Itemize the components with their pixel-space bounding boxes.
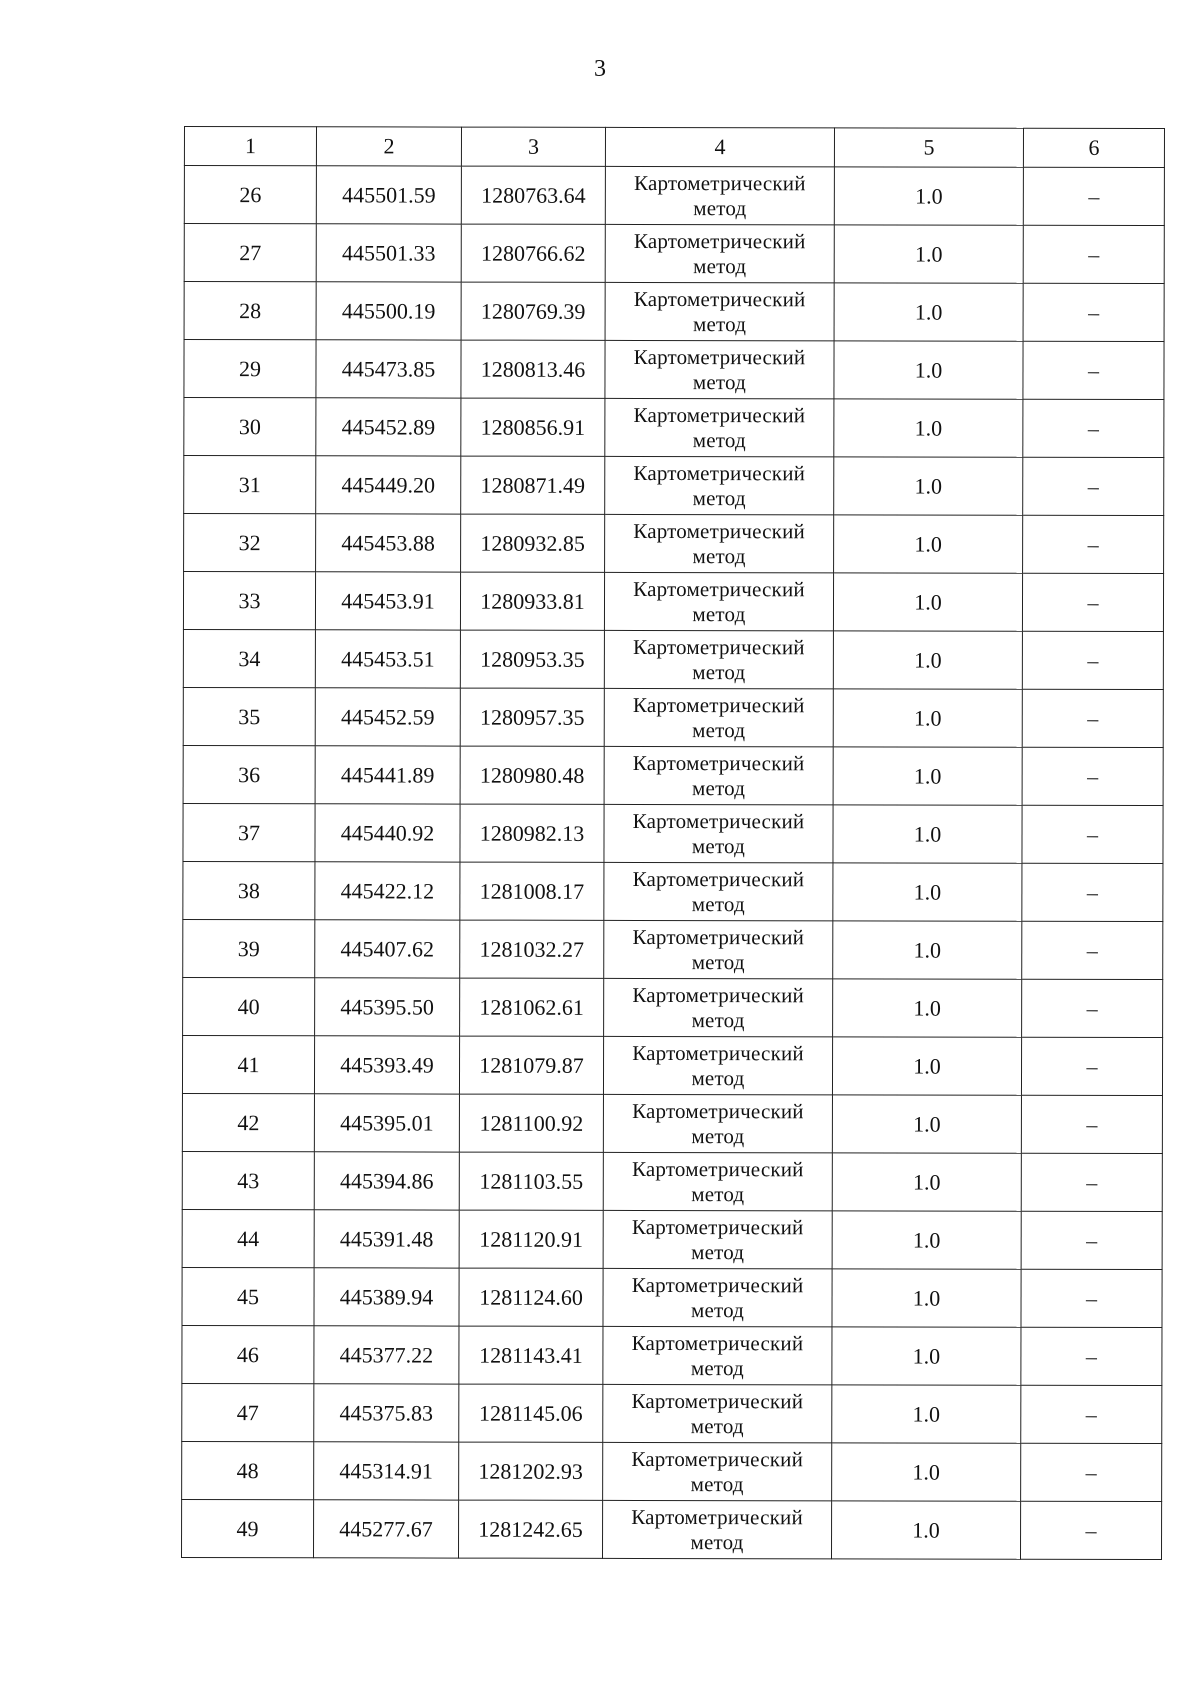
method-line-1: Картометрический — [634, 170, 806, 196]
coordinate-x-cell: 445391.48 — [314, 1210, 459, 1268]
point-number-cell: 33 — [183, 572, 315, 630]
accuracy-cell: 1.0 — [832, 1095, 1021, 1153]
method-cell — [603, 1210, 832, 1268]
method-cell — [605, 514, 834, 572]
point-number-cell: 30 — [184, 398, 316, 456]
method-line-1: Картометрический — [631, 1330, 804, 1356]
method-cell — [605, 340, 834, 398]
method-line-2: метод — [691, 1240, 745, 1265]
method-line-2: метод — [692, 776, 746, 801]
table-row — [183, 745, 1163, 805]
method-line-2: метод — [691, 1066, 745, 1091]
method-cell — [603, 1094, 832, 1152]
table-row — [183, 687, 1163, 747]
coordinate-y-cell: 1280813.46 — [461, 340, 605, 398]
note-cell: – — [1023, 225, 1164, 283]
table-row — [184, 456, 1164, 516]
method-line-1: Картометрический — [633, 518, 806, 544]
accuracy-cell: 1.0 — [832, 1269, 1021, 1327]
method-line-1: Картометрический — [633, 402, 806, 428]
point-number-cell: 43 — [182, 1151, 314, 1209]
accuracy-cell: 1.0 — [833, 747, 1022, 805]
point-number-cell: 37 — [183, 803, 315, 861]
table-row — [184, 340, 1164, 400]
note-cell: – — [1021, 1211, 1162, 1269]
note-cell: – — [1021, 1269, 1162, 1327]
coordinate-y-cell: 1281145.06 — [459, 1384, 603, 1442]
coordinate-y-cell: 1280957.35 — [460, 688, 604, 746]
header-col-6: 6 — [1023, 128, 1164, 167]
coordinate-x-cell: 445452.59 — [315, 688, 460, 746]
method-cell — [603, 1442, 832, 1500]
header-col-5: 5 — [834, 128, 1023, 167]
accuracy-cell: 1.0 — [834, 457, 1023, 515]
note-cell: – — [1022, 747, 1163, 805]
note-cell: – — [1022, 805, 1163, 863]
table-row — [184, 166, 1164, 226]
note-cell: – — [1021, 1385, 1162, 1443]
method-line-1: Картометрический — [632, 808, 805, 834]
method-line-1: Картометрический — [631, 1156, 804, 1182]
method-cell — [604, 862, 833, 920]
method-cell — [603, 1036, 832, 1094]
method-line-2: метод — [690, 1356, 744, 1381]
method-line-2: метод — [692, 718, 746, 743]
table-row — [182, 1325, 1162, 1385]
coordinate-x-cell: 445395.50 — [315, 978, 460, 1036]
method-line-1: Картометрический — [633, 344, 806, 370]
table-row — [184, 398, 1164, 458]
accuracy-cell: 1.0 — [834, 399, 1023, 457]
accuracy-cell: 1.0 — [834, 341, 1023, 399]
method-line-1: Картометрический — [633, 460, 806, 486]
coordinate-x-cell: 445393.49 — [314, 1036, 459, 1094]
table-row — [183, 919, 1163, 979]
method-line-2: метод — [690, 1298, 745, 1323]
method-cell — [604, 978, 833, 1036]
point-number-cell: 46 — [182, 1325, 314, 1383]
method-cell — [605, 398, 834, 456]
method-line-1: Картометрический — [632, 866, 805, 892]
method-line-2: метод — [691, 1124, 745, 1149]
table-row — [183, 977, 1163, 1037]
coordinate-y-cell: 1280953.35 — [460, 630, 604, 688]
method-line-1: Картометрический — [633, 228, 806, 254]
point-number-cell: 27 — [184, 224, 316, 282]
accuracy-cell: 1.0 — [833, 863, 1022, 921]
accuracy-cell: 1.0 — [833, 689, 1022, 747]
header-row — [184, 127, 1164, 168]
note-cell: – — [1023, 283, 1164, 341]
coordinate-x-cell: 445449.20 — [316, 456, 461, 514]
point-number-cell: 34 — [183, 629, 315, 687]
coordinate-x-cell: 445501.59 — [316, 166, 461, 224]
method-line-1: Картометрический — [631, 1272, 804, 1298]
coordinate-x-cell: 445407.62 — [315, 920, 460, 978]
point-number-cell: 39 — [183, 919, 315, 977]
table-row — [182, 1035, 1162, 1095]
note-cell: – — [1022, 979, 1163, 1037]
coordinate-y-cell: 1281032.27 — [460, 920, 604, 978]
note-cell: – — [1023, 515, 1164, 573]
coordinate-x-cell: 445440.92 — [315, 804, 460, 862]
method-line-1: Картометрический — [631, 1214, 804, 1240]
point-number-cell: 29 — [184, 340, 316, 398]
table-row — [182, 1209, 1162, 1269]
accuracy-cell: 1.0 — [833, 631, 1022, 689]
accuracy-cell: 1.0 — [832, 1037, 1021, 1095]
coordinate-x-cell: 445500.19 — [316, 282, 461, 340]
point-number-cell: 28 — [184, 282, 316, 340]
coordinate-y-cell: 1281079.87 — [459, 1036, 603, 1094]
table-row — [183, 629, 1163, 689]
method-line-1: Картометрический — [632, 750, 805, 776]
accuracy-cell: 1.0 — [832, 1153, 1021, 1211]
note-cell: – — [1022, 573, 1163, 631]
point-number-cell: 26 — [184, 166, 316, 224]
coordinate-x-cell: 445422.12 — [315, 862, 460, 920]
page-number: 3 — [594, 56, 606, 82]
accuracy-cell: 1.0 — [832, 1501, 1021, 1559]
coordinate-y-cell: 1281120.91 — [459, 1210, 603, 1268]
coordinate-y-cell: 1280856.91 — [461, 398, 605, 456]
coordinate-y-cell: 1281202.93 — [459, 1442, 603, 1500]
method-cell — [604, 920, 833, 978]
method-line-1: Картометрический — [632, 1040, 804, 1066]
method-cell — [603, 1384, 832, 1442]
point-number-cell: 36 — [183, 745, 315, 803]
point-number-cell: 41 — [182, 1035, 314, 1093]
accuracy-cell: 1.0 — [833, 921, 1022, 979]
method-cell — [603, 1152, 832, 1210]
accuracy-cell: 1.0 — [834, 225, 1023, 283]
method-cell — [605, 456, 834, 514]
note-cell: – — [1023, 341, 1164, 399]
method-cell — [604, 572, 833, 630]
accuracy-cell: 1.0 — [833, 805, 1022, 863]
coordinate-y-cell: 1281100.92 — [459, 1094, 603, 1152]
coordinates-table — [181, 126, 1165, 1560]
coordinate-x-cell: 445389.94 — [314, 1268, 459, 1326]
method-line-2: метод — [693, 254, 747, 279]
method-line-2: метод — [690, 1530, 744, 1555]
method-line-2: метод — [690, 1414, 744, 1439]
method-line-2: метод — [692, 602, 746, 627]
point-number-cell: 47 — [182, 1383, 314, 1441]
method-line-2: метод — [691, 1008, 745, 1033]
note-cell: – — [1021, 1153, 1162, 1211]
coordinate-x-cell: 445395.01 — [314, 1094, 459, 1152]
point-number-cell: 45 — [182, 1267, 314, 1325]
method-line-1: Картометрический — [631, 1446, 804, 1472]
point-number-cell: 48 — [182, 1441, 314, 1499]
method-line-2: метод — [692, 428, 746, 453]
method-cell — [605, 166, 834, 224]
coordinate-y-cell: 1280769.39 — [461, 282, 605, 340]
method-cell — [603, 1326, 832, 1384]
table-row — [184, 224, 1164, 284]
note-cell: – — [1023, 167, 1164, 225]
table-row — [183, 803, 1163, 863]
coordinate-x-cell: 445453.88 — [316, 514, 461, 572]
coordinate-y-cell: 1280933.81 — [460, 572, 604, 630]
method-line-1: Картометрический — [632, 924, 805, 950]
accuracy-cell: 1.0 — [834, 515, 1023, 573]
method-line-1: Картометрический — [631, 1504, 803, 1530]
accuracy-cell: 1.0 — [832, 1385, 1021, 1443]
table-row — [183, 861, 1163, 921]
header-col-2: 2 — [316, 127, 461, 166]
method-cell — [605, 224, 834, 282]
header-col-1: 1 — [184, 127, 316, 166]
coordinate-x-cell: 445394.86 — [314, 1152, 459, 1210]
note-cell: – — [1022, 863, 1163, 921]
table-row — [182, 1151, 1162, 1211]
coordinate-y-cell: 1280982.13 — [460, 804, 604, 862]
table-row — [184, 514, 1164, 574]
coordinate-y-cell: 1281008.17 — [460, 862, 604, 920]
coordinate-y-cell: 1281124.60 — [459, 1268, 603, 1326]
note-cell: – — [1022, 921, 1163, 979]
method-line-2: метод — [693, 196, 747, 221]
coordinate-x-cell: 445453.91 — [315, 572, 460, 630]
point-number-cell: 42 — [182, 1093, 314, 1151]
accuracy-cell: 1.0 — [833, 573, 1022, 631]
table-row — [182, 1093, 1162, 1153]
method-cell — [604, 804, 833, 862]
method-line-1: Картометрический — [632, 1098, 804, 1124]
method-cell — [604, 746, 833, 804]
method-line-2: метод — [692, 486, 746, 511]
coordinate-x-cell: 445501.33 — [316, 224, 461, 282]
table-row — [182, 1499, 1162, 1559]
table-row — [182, 1267, 1162, 1327]
accuracy-cell: 1.0 — [832, 1327, 1021, 1385]
note-cell: – — [1021, 1037, 1162, 1095]
method-cell — [605, 282, 834, 340]
table-row — [184, 282, 1164, 342]
coordinate-y-cell: 1280980.48 — [460, 746, 604, 804]
method-line-1: Картометрический — [631, 1388, 804, 1414]
header-col-4: 4 — [605, 127, 834, 166]
coordinate-y-cell: 1280763.64 — [461, 166, 605, 224]
table-row — [182, 1441, 1162, 1501]
method-line-1: Картометрический — [633, 576, 805, 602]
coordinate-y-cell: 1281062.61 — [460, 978, 604, 1036]
method-line-1: Картометрический — [632, 692, 805, 718]
method-line-1: Картометрический — [633, 286, 806, 312]
coordinate-x-cell: 445377.22 — [314, 1326, 459, 1384]
accuracy-cell: 1.0 — [832, 1211, 1021, 1269]
accuracy-cell: 1.0 — [832, 1443, 1021, 1501]
accuracy-cell: 1.0 — [834, 167, 1023, 225]
method-line-2: метод — [693, 312, 747, 337]
point-number-cell: 38 — [183, 861, 315, 919]
note-cell: – — [1021, 1327, 1162, 1385]
point-number-cell: 31 — [184, 456, 316, 514]
coordinate-y-cell: 1281143.41 — [459, 1326, 603, 1384]
note-cell: – — [1022, 689, 1163, 747]
header-col-3: 3 — [461, 127, 605, 166]
method-line-2: метод — [691, 950, 745, 975]
note-cell: – — [1023, 399, 1164, 457]
method-line-2: метод — [692, 660, 746, 685]
accuracy-cell: 1.0 — [834, 283, 1023, 341]
point-number-cell: 40 — [183, 977, 315, 1035]
coordinate-x-cell: 445441.89 — [315, 746, 460, 804]
method-cell — [604, 688, 833, 746]
method-line-2: метод — [691, 1182, 745, 1207]
table-row — [183, 572, 1163, 632]
method-cell — [603, 1500, 832, 1558]
method-cell — [603, 1268, 832, 1326]
point-number-cell: 49 — [182, 1499, 314, 1557]
coordinate-x-cell: 445453.51 — [315, 630, 460, 688]
accuracy-cell: 1.0 — [833, 979, 1022, 1037]
coordinate-x-cell: 445452.89 — [316, 398, 461, 456]
point-number-cell: 35 — [183, 687, 315, 745]
table-row — [182, 1383, 1162, 1443]
method-line-2: метод — [692, 544, 746, 569]
coordinate-y-cell: 1280932.85 — [461, 514, 605, 572]
coordinate-y-cell: 1281242.65 — [459, 1500, 603, 1558]
method-line-2: метод — [691, 892, 745, 917]
coordinate-y-cell: 1281103.55 — [459, 1152, 603, 1210]
note-cell: – — [1021, 1501, 1162, 1559]
note-cell: – — [1022, 631, 1163, 689]
note-cell: – — [1021, 1095, 1162, 1153]
coordinate-x-cell: 445277.67 — [314, 1500, 459, 1558]
coordinate-y-cell: 1280766.62 — [461, 224, 605, 282]
method-line-1: Картометрический — [632, 982, 805, 1008]
note-cell: – — [1023, 457, 1164, 515]
method-line-2: метод — [692, 370, 747, 395]
coordinate-x-cell: 445473.85 — [316, 340, 461, 398]
coordinate-x-cell: 445375.83 — [314, 1384, 459, 1442]
point-number-cell: 32 — [184, 514, 316, 572]
method-line-1: Картометрический — [633, 634, 805, 660]
coordinate-x-cell: 445314.91 — [314, 1442, 459, 1500]
point-number-cell: 44 — [182, 1209, 314, 1267]
method-line-2: метод — [690, 1472, 744, 1497]
note-cell: – — [1021, 1443, 1162, 1501]
table-header — [184, 127, 1164, 168]
method-cell — [604, 630, 833, 688]
coordinate-y-cell: 1280871.49 — [461, 456, 605, 514]
table-body — [182, 166, 1165, 1560]
method-line-2: метод — [691, 834, 746, 859]
